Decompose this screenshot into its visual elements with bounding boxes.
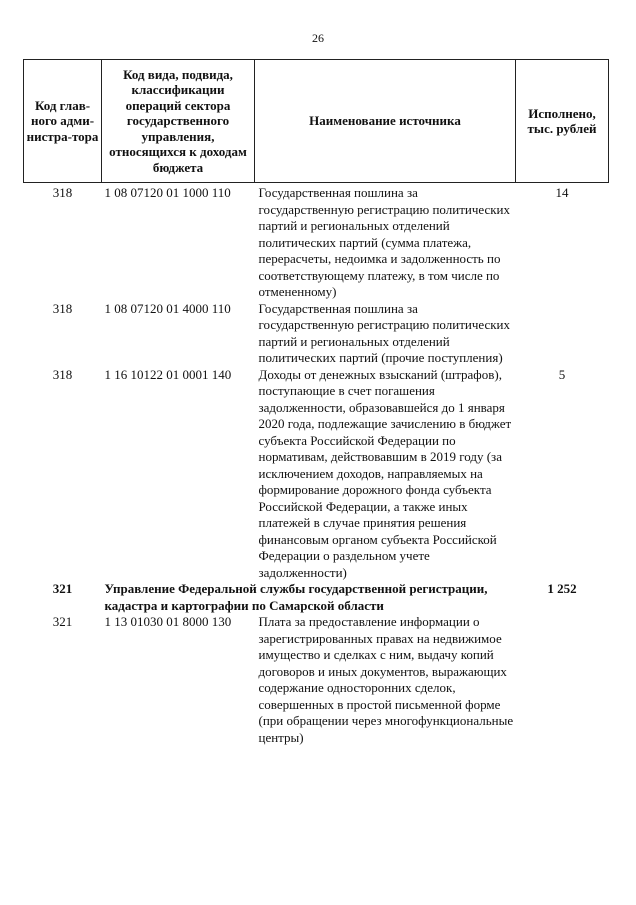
source-name-cell: Государственная пошлина за государственную регистрацию политических партий и региональных отделений политических партий (прочие поступления) bbox=[258, 300, 511, 365]
amount-cell bbox=[516, 614, 609, 746]
admin-code-cell: 321 bbox=[52, 614, 73, 629]
revenue-table bbox=[23, 59, 609, 746]
table-row bbox=[24, 614, 609, 746]
admin-code-cell: 318 bbox=[52, 185, 73, 200]
header-source-name: Наименование источника bbox=[255, 60, 516, 183]
header-admin-code: Код глав-ного адми-нистра-тора bbox=[24, 60, 102, 183]
amount-cell bbox=[516, 301, 609, 367]
amount-cell: 5 bbox=[558, 366, 566, 382]
amount-cell: 14 bbox=[555, 185, 569, 200]
source-name-cell: Государственная пошлина за государственную регистрацию политических партий и региональных отделений политических партий (сумма платежа, перерасчеты, недоимка и задолженность по соответствующему платежу, в том числе по отмененному) bbox=[258, 185, 511, 299]
admin-code-cell: 318 bbox=[52, 300, 73, 316]
source-name-cell: Доходы от денежных взысканий (штрафов), поступающие в счет погашения задолженности, образовавшейся до 1 января 2020 года, подлежащие зачислению в бюджет субъекта Российской Федерации по нормативам, действовавшим в 2019 году (за исключением доходов, направляемых на формирование дорожного фонда субъекта Российской Федерации, а также иных платежей в случае принятия решения финансовым органом субъекта Российской Федерации о раздельном учете задолженности) bbox=[258, 366, 512, 580]
revenue-code-cell: 1 08 07120 01 4000 110 bbox=[104, 300, 231, 316]
revenue-code-cell: 1 08 07120 01 1000 110 bbox=[104, 185, 231, 200]
header-revenue-code: Код вида, подвида, классификации операций сектора государственного управления, относящихся к доходам бюджета bbox=[102, 60, 255, 183]
org-name-cell: Управление Федеральной службы государственной регистрации, кадастра и картографии по Самарской области bbox=[104, 581, 488, 613]
table-row bbox=[24, 301, 609, 367]
org-admin-code-cell: 321 bbox=[52, 581, 73, 596]
table-row bbox=[24, 367, 609, 582]
source-name-cell: Плата за предоставление информации о зарегистрированных правах на недвижимое имущество и сделках с ним, выдачу копий договоров и иных документов, выражающих содержание односторонних сделок, совершенных в простой письменной форме (при обращении через многофункциональные центры) bbox=[258, 614, 514, 745]
page-number: 26 bbox=[312, 31, 324, 45]
revenue-code-cell: 1 16 10122 01 0001 140 bbox=[104, 366, 232, 382]
org-amount-cell: 1 252 bbox=[547, 581, 577, 596]
organization-row bbox=[24, 581, 609, 614]
table-header-row bbox=[24, 60, 609, 183]
header-executed-amount: Исполнено, тыс. рублей bbox=[516, 60, 609, 183]
revenue-code-cell: 1 13 01030 01 8000 130 bbox=[104, 614, 232, 629]
table-row bbox=[24, 183, 609, 301]
admin-code-cell: 318 bbox=[52, 366, 73, 382]
